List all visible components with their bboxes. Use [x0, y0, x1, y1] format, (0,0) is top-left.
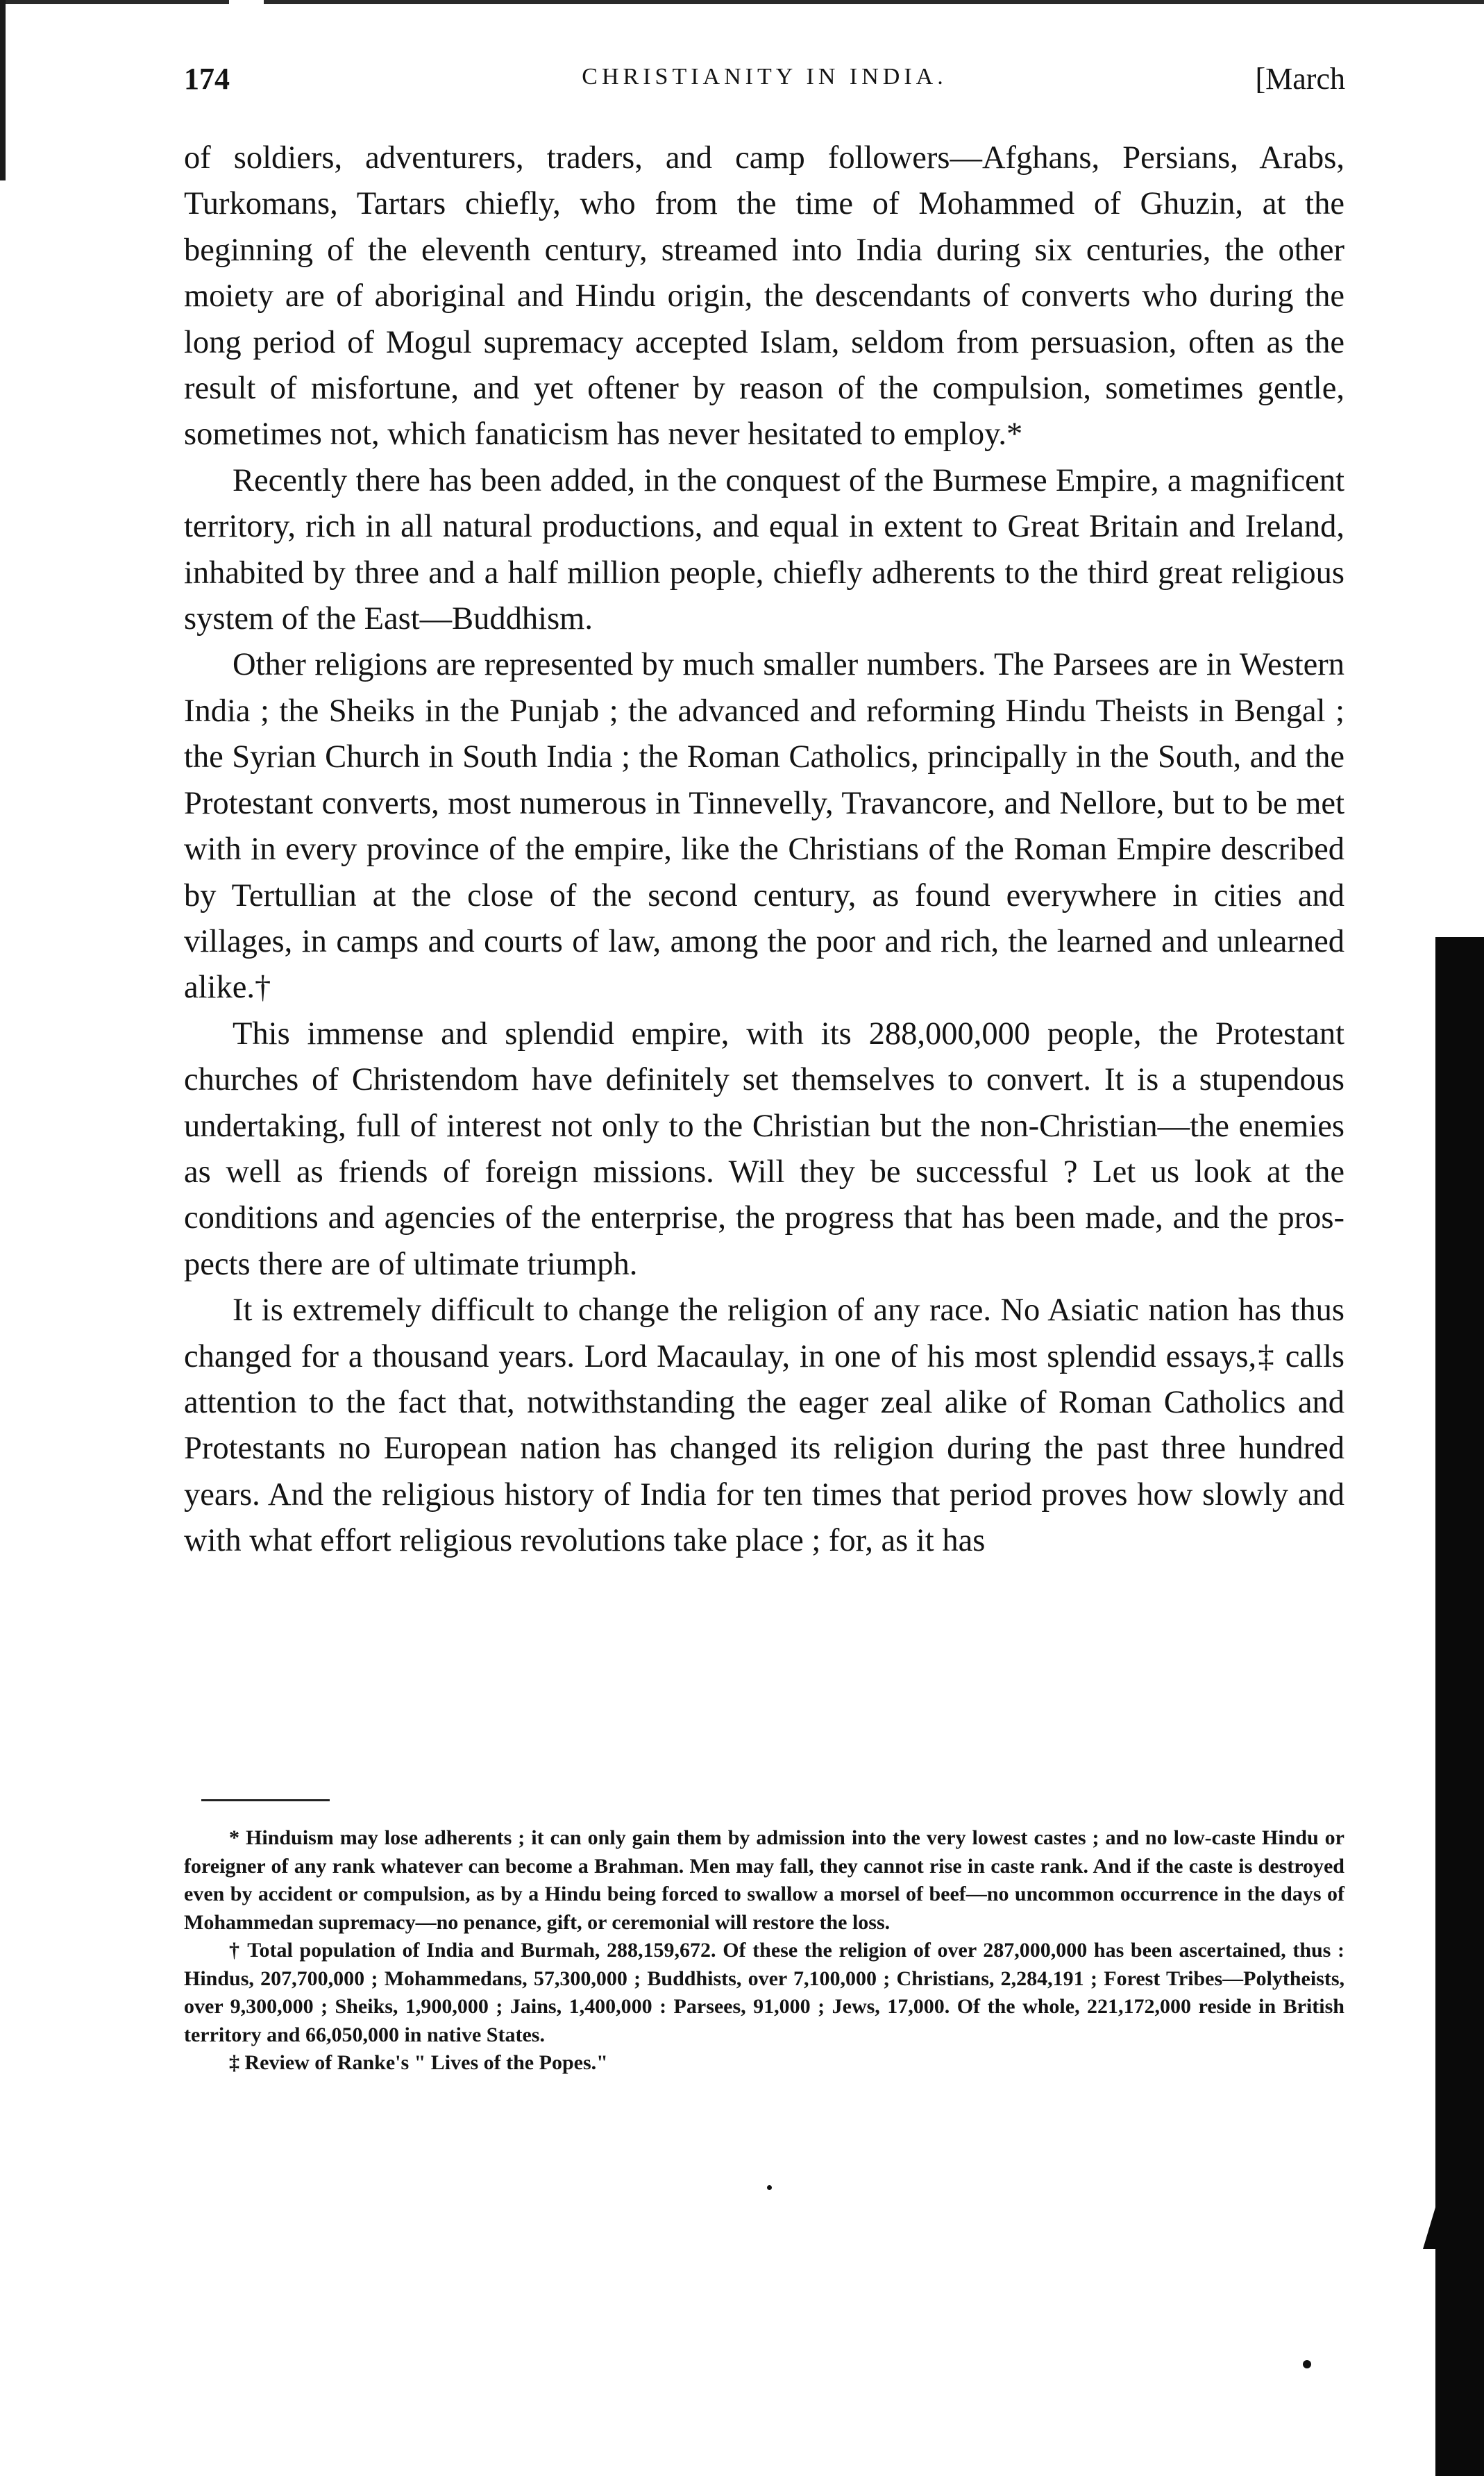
- paragraph: Recently there has been added, in the conquest of the Burmese Empire, a magnificent territory, rich in all natural productions, and equal in extent to Great Britain and Ireland, inhabited by three and a half million people, chiefly adherents to the third great religious system of the East—Buddhism.: [184, 462, 1344, 637]
- running-month: [March: [1255, 62, 1345, 96]
- footnote: † Total population of India and Burmah, 288,159,672. Of these the religion of over 287,000,000 has been ascertained, thus : Hindus, 207,700,000 ; Mohammedans, 57,300,000 ; Buddhists, over 7,100,000 ; Christians, 2,284,191 ; Forest Tribes—Polytheists, over 9,300,000 ; Sheiks, 1,900,000 ; Jains, 1,400,000 : Parsees, 91,000 ; Jews, 17,000. Of the whole, 221,172,000 reside in British territory and 66,050,000 in native States.: [184, 1939, 1344, 2046]
- footnote: ‡ Review of Ranke's " Lives of the Popes.": [229, 2051, 608, 2074]
- paragraph: It is extremely difficult to change the religion of any race. No Asiatic nation has thus changed for a thousand years. Lord Macaulay, in one of his most splendid essays,‡ calls attention to the fact that, notwithstanding the eager zeal alike of Roman Catholics and Protestants no European nation has changed its religion during the past three hundred years. And the religious history of India for ten times that period proves how slowly and with what effort religious revolutions take place ; for, as it has: [184, 1292, 1344, 1559]
- paragraph: of soldiers, adventurers, traders, and camp followers—Afghans, Persians, Arabs, Turkomans, Tartars chiefly, who from the time of Mohammed of Ghuzin, at the beginning of the eleventh century, streamed into India during six centuries, the other moiety are of aboriginal and Hindu origin, the descendants of converts who during the long period of Mogul supremacy accepted Islam, seldom from persuasion, often as the result of misfortune, and yet oftener by reason of the compulsion, sometimes gentle, sometimes not, which fanaticism has never hesitated to employ.*: [184, 140, 1344, 453]
- scan-top-rule: [0, 0, 1484, 7]
- footnote: * Hinduism may lose adherents ; it can only gain them by admission into the very lowest castes ; and no low-caste Hindu or foreigner of any rank whatever can become a Brahman. Men may fall, they cannot rise in caste rank. And if the caste is destroyed even by accident or compulsion, as by a Hindu being forced to swallow a morsel of beef—no uncommon occurrence in the days of Mohammedan supremacy—no penance, gift, or ceremonial will restore the loss.: [184, 1826, 1344, 1934]
- scan-edge-tip: [1423, 2207, 1435, 2249]
- body-text: [184, 135, 1344, 1565]
- scan-left-edge: [0, 0, 6, 180]
- scan-right-edge: [1435, 937, 1484, 2476]
- footnotes: [184, 1824, 1344, 2078]
- running-title: CHRISTIANITY IN INDIA.: [582, 64, 947, 90]
- stray-mark: [1303, 2360, 1311, 2368]
- stray-mark: [767, 2185, 772, 2190]
- paragraph: This immense and splendid empire, with its 288,000,000 people, the Protestant churches of Christendom have definitely set themselves to convert. It is a stupendous undertaking, full of interest not only to the Christian but the non-Christian—the enemies as well as friends of foreign missions. Will they be successful ? Let us look at the conditions and agencies of the enterprise, the progress that has been made, and the prospects there are of ultimate triumph.: [184, 1016, 1344, 1282]
- paragraph: Other religions are represented by much smaller numbers. The Parsees are in Western India ; the Sheiks in the Punjab ; the advanced and reforming Hindu Theists in Bengal ; the Syrian Church in South India ; the Roman Catholics, principally in the South, and the Protestant converts, most numerous in Tinnevelly, Travancore, and Nellore, but to be met with in every province of the empire, like the Christians of the Roman Empire described by Tertullian at the close of the second century, as found everywhere in cities and villages, in camps and courts of law, among the poor and rich, the learned and unlearned alike.†: [184, 647, 1344, 1006]
- page-number: 174: [184, 62, 230, 96]
- running-head: [184, 61, 1345, 117]
- footnote-rule: [201, 1799, 330, 1801]
